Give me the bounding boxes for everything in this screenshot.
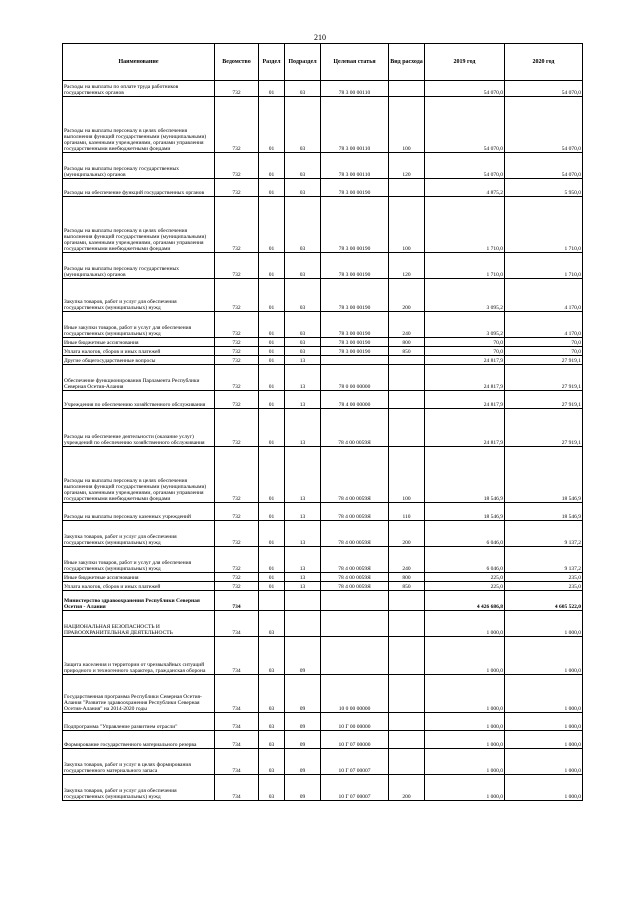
cell-2019: 54 070,0: [425, 153, 505, 179]
cell-section: 01: [259, 573, 285, 582]
cell-2020: 70,0: [505, 347, 583, 356]
cell-dept: 732: [215, 81, 259, 97]
cell-target: 78 4 00 0059Я: [321, 447, 389, 503]
cell-target: 78 3 00 00190: [321, 312, 389, 338]
cell-2020: 70,0: [505, 338, 583, 347]
cell-name: Другие общегосударственные вопросы: [63, 356, 215, 365]
cell-name: Иные закупки товаров, работ и услуг для обеспечения государственных (муниципальных) нужд: [63, 312, 215, 338]
cell-2019: 70,0: [425, 338, 505, 347]
cell-section: 01: [259, 338, 285, 347]
table-row: [63, 179, 583, 197]
cell-name: Уплата налогов, сборов и иных платежей: [63, 347, 215, 356]
cell-name: Закупка товаров, работ и услуг в целях формирования государственного материального запаса: [63, 749, 215, 775]
cell-subsection: 09: [285, 675, 321, 713]
cell-target: [321, 611, 389, 637]
cell-2019: 54 070,0: [425, 97, 505, 153]
cell-subsection: 09: [285, 775, 321, 801]
cell-subsection: 13: [285, 409, 321, 447]
cell-section: 03: [259, 611, 285, 637]
cell-name: Расходы на выплаты персоналу казенных учреждений: [63, 503, 215, 521]
cell-subsection: 13: [285, 365, 321, 391]
cell-2019: 4 426 686,8: [425, 591, 505, 611]
cell-name: Закупка товаров, работ и услуг для обеспечения государственных (муниципальных) нужд: [63, 279, 215, 312]
cell-2020: 1 000,0: [505, 611, 583, 637]
cell-2019: 24 817,9: [425, 391, 505, 409]
cell-kind: 200: [389, 775, 425, 801]
cell-kind: 240: [389, 312, 425, 338]
cell-target: 78 3 00 00190: [321, 279, 389, 312]
cell-2019: 24 817,9: [425, 409, 505, 447]
cell-2020: 27 919,1: [505, 356, 583, 365]
table-row: [63, 356, 583, 365]
cell-2020: 4 170,0: [505, 279, 583, 312]
cell-section: 03: [259, 713, 285, 731]
cell-kind: 850: [389, 582, 425, 591]
cell-section: [259, 591, 285, 611]
cell-target: [321, 591, 389, 611]
cell-2020: 4 170,0: [505, 312, 583, 338]
cell-name: Министерство здравоохранения Республики Северная Осетия - Алания: [63, 591, 215, 611]
cell-2019: 18 546,9: [425, 503, 505, 521]
cell-subsection: 03: [285, 253, 321, 279]
cell-2020: 235,0: [505, 582, 583, 591]
cell-target: 78 4 00 0059Я: [321, 573, 389, 582]
cell-dept: 734: [215, 713, 259, 731]
cell-target: 10 Г 07 00000: [321, 731, 389, 749]
cell-name: Обеспечение функционирования Парламента Республики Северная Осетия-Алания: [63, 365, 215, 391]
cell-subsection: 03: [285, 97, 321, 153]
cell-2020: 1 710,0: [505, 253, 583, 279]
cell-section: 01: [259, 409, 285, 447]
table-row: [63, 749, 583, 775]
cell-name: Учреждения по обеспечению хозяйственного обслуживания: [63, 391, 215, 409]
cell-kind: [389, 591, 425, 611]
cell-subsection: 09: [285, 637, 321, 675]
cell-dept: 732: [215, 279, 259, 312]
cell-name: Государственная программа Республики Северная Осетия-Алания "Развитие здравоохранения Республики Северная Осетия-Алания" на 2014-2020 годы: [63, 675, 215, 713]
cell-dept: 732: [215, 197, 259, 253]
cell-target: 78 4 00 0059Я: [321, 582, 389, 591]
cell-subsection: 13: [285, 547, 321, 573]
col-header-subsection: Подраздел: [285, 44, 321, 81]
cell-target: 78 3 00 00110: [321, 97, 389, 153]
cell-dept: 732: [215, 179, 259, 197]
cell-section: 01: [259, 503, 285, 521]
cell-target: 78 4 00 0059Я: [321, 409, 389, 447]
cell-name: Расходы на обеспечение деятельности (оказание услуг) учреждений по обеспечению хозяйственного обслуживания: [63, 409, 215, 447]
cell-2020: 1 000,0: [505, 731, 583, 749]
cell-subsection: 13: [285, 356, 321, 365]
cell-kind: [389, 713, 425, 731]
cell-target: 78 3 00 00190: [321, 347, 389, 356]
cell-subsection: 03: [285, 197, 321, 253]
cell-name: Расходы на выплаты персоналу государственных (муниципальных) органов: [63, 153, 215, 179]
cell-name: Защита населения и территории от чрезвычайных ситуаций природного и техногенного характера, гражданская оборона: [63, 637, 215, 675]
cell-2020: 54 070,0: [505, 153, 583, 179]
cell-name: Расходы на выплаты персоналу в целях обеспечения выполнения функций государственными (муниципальными) органами, казенными учреждениями, органами управления государственными внебюджетными фондами: [63, 97, 215, 153]
cell-2020: 1 710,0: [505, 197, 583, 253]
table-row: [63, 713, 583, 731]
cell-section: 01: [259, 582, 285, 591]
cell-target: 78 3 00 00190: [321, 179, 389, 197]
cell-name: Расходы на выплаты по оплате труда работников государственных органов: [63, 81, 215, 97]
cell-section: 03: [259, 637, 285, 675]
cell-target: 78 3 00 00110: [321, 153, 389, 179]
cell-name: Расходы на обеспечение функций государственных органов: [63, 179, 215, 197]
cell-dept: 732: [215, 391, 259, 409]
cell-dept: 732: [215, 97, 259, 153]
cell-section: 01: [259, 81, 285, 97]
cell-2019: 1 000,0: [425, 749, 505, 775]
cell-dept: 732: [215, 312, 259, 338]
cell-2019: 24 817,9: [425, 356, 505, 365]
cell-kind: 200: [389, 279, 425, 312]
table-row: [63, 197, 583, 253]
cell-subsection: 03: [285, 338, 321, 347]
cell-2019: 3 095,2: [425, 279, 505, 312]
cell-2019: 6 046,0: [425, 521, 505, 547]
cell-target: 78 0 00 00000: [321, 365, 389, 391]
cell-dept: 734: [215, 591, 259, 611]
page-number: 210: [314, 33, 326, 42]
cell-target: 78 3 00 00190: [321, 197, 389, 253]
cell-section: 01: [259, 447, 285, 503]
table-row: [63, 503, 583, 521]
cell-2019: 1 000,0: [425, 675, 505, 713]
col-header-target: Целевая статья: [321, 44, 389, 81]
cell-2020: 27 919,1: [505, 391, 583, 409]
cell-name: Подпрограмма "Управление развитием отрасли": [63, 713, 215, 731]
cell-section: 01: [259, 547, 285, 573]
cell-target: 78 3 00 00190: [321, 253, 389, 279]
cell-2020: 4 605 522,0: [505, 591, 583, 611]
table-row: [63, 347, 583, 356]
cell-2019: 54 070,0: [425, 81, 505, 97]
cell-2020: 1 000,0: [505, 713, 583, 731]
budget-table: [62, 43, 583, 801]
cell-name: Иные закупки товаров, работ и услуг для обеспечения государственных (муниципальных) нужд: [63, 547, 215, 573]
cell-dept: 734: [215, 611, 259, 637]
cell-target: 10 Г 07 00007: [321, 749, 389, 775]
cell-target: [321, 356, 389, 365]
cell-subsection: 09: [285, 713, 321, 731]
cell-kind: [389, 731, 425, 749]
cell-kind: 100: [389, 197, 425, 253]
cell-target: 10 Г 00 00000: [321, 713, 389, 731]
cell-section: 01: [259, 279, 285, 312]
cell-kind: 800: [389, 338, 425, 347]
cell-section: 01: [259, 153, 285, 179]
cell-2020: 54 070,0: [505, 81, 583, 97]
cell-dept: 732: [215, 409, 259, 447]
cell-2019: 18 546,9: [425, 447, 505, 503]
cell-dept: 734: [215, 731, 259, 749]
cell-dept: 732: [215, 253, 259, 279]
table-row: [63, 153, 583, 179]
table-row: [63, 97, 583, 153]
cell-dept: 734: [215, 637, 259, 675]
cell-name: Формирование государственного материального резерва: [63, 731, 215, 749]
cell-dept: 734: [215, 749, 259, 775]
cell-name: Расходы на выплаты персоналу в целях обеспечения выполнения функций государственными (муниципальными) органами, казенными учреждениями, органами управления государственными внебюджетными фондами: [63, 197, 215, 253]
table-row: [63, 312, 583, 338]
cell-name: НАЦИОНАЛЬНАЯ БЕЗОПАСНОСТЬ И ПРАВООХРАНИТЕЛЬНАЯ ДЕЯТЕЛЬНОСТЬ: [63, 611, 215, 637]
cell-name: Иные бюджетные ассигнования: [63, 573, 215, 582]
cell-kind: 120: [389, 253, 425, 279]
cell-name: Уплата налогов, сборов и иных платежей: [63, 582, 215, 591]
cell-section: 01: [259, 521, 285, 547]
cell-dept: 732: [215, 338, 259, 347]
cell-section: 01: [259, 312, 285, 338]
cell-kind: 110: [389, 503, 425, 521]
col-header-kind: Вид расхода: [389, 44, 425, 81]
cell-name: Закупка товаров, работ и услуг для обеспечения государственных (муниципальных) нужд: [63, 521, 215, 547]
cell-2019: 1 000,0: [425, 611, 505, 637]
cell-section: 01: [259, 356, 285, 365]
table-row: [63, 279, 583, 312]
col-header-dept: Ведомство: [215, 44, 259, 81]
table-row: [63, 573, 583, 582]
cell-dept: 732: [215, 573, 259, 582]
cell-2020: 1 000,0: [505, 775, 583, 801]
cell-dept: 732: [215, 365, 259, 391]
cell-2020: 18 546,9: [505, 503, 583, 521]
col-header-section: Раздел: [259, 44, 285, 81]
table-row: [63, 675, 583, 713]
col-header-2019: 2019 год: [425, 44, 505, 81]
cell-kind: 200: [389, 521, 425, 547]
cell-2019: 3 095,2: [425, 312, 505, 338]
cell-subsection: 13: [285, 503, 321, 521]
cell-subsection: 03: [285, 347, 321, 356]
cell-subsection: 09: [285, 731, 321, 749]
cell-2019: 225,0: [425, 573, 505, 582]
cell-subsection: [285, 611, 321, 637]
cell-dept: 732: [215, 347, 259, 356]
cell-subsection: 03: [285, 179, 321, 197]
cell-2019: 1 000,0: [425, 775, 505, 801]
cell-subsection: [285, 591, 321, 611]
cell-dept: 732: [215, 503, 259, 521]
table-row: [63, 365, 583, 391]
cell-2019: 1 000,0: [425, 713, 505, 731]
cell-subsection: 03: [285, 312, 321, 338]
table-row: [63, 521, 583, 547]
table-row: [63, 391, 583, 409]
cell-kind: 800: [389, 573, 425, 582]
cell-subsection: 03: [285, 153, 321, 179]
cell-kind: 100: [389, 97, 425, 153]
cell-dept: 732: [215, 447, 259, 503]
cell-subsection: 13: [285, 447, 321, 503]
cell-2020: 9 137,2: [505, 521, 583, 547]
cell-2019: 225,0: [425, 582, 505, 591]
cell-kind: 850: [389, 347, 425, 356]
cell-2020: 1 000,0: [505, 675, 583, 713]
table-row: [63, 547, 583, 573]
cell-target: 10 0 00 00000: [321, 675, 389, 713]
cell-target: 10 Г 07 00007: [321, 775, 389, 801]
cell-2019: 70,0: [425, 347, 505, 356]
cell-kind: [389, 179, 425, 197]
table-row: [63, 775, 583, 801]
cell-target: [321, 637, 389, 675]
cell-name: Расходы на выплаты персоналу государственных (муниципальных) органов: [63, 253, 215, 279]
table-header: [63, 44, 583, 81]
cell-dept: 732: [215, 582, 259, 591]
cell-2019: 4 875,2: [425, 179, 505, 197]
col-header-name: Наименование: [63, 44, 215, 81]
cell-subsection: 13: [285, 521, 321, 547]
cell-subsection: 03: [285, 81, 321, 97]
cell-subsection: 09: [285, 749, 321, 775]
cell-kind: 120: [389, 153, 425, 179]
table-row: [63, 409, 583, 447]
cell-target: 78 4 00 0059Я: [321, 503, 389, 521]
cell-section: 01: [259, 253, 285, 279]
cell-2020: 54 070,0: [505, 97, 583, 153]
cell-2020: 5 950,0: [505, 179, 583, 197]
cell-kind: [389, 749, 425, 775]
cell-kind: [389, 365, 425, 391]
cell-target: 78 4 00 0059Я: [321, 521, 389, 547]
cell-2019: 1 710,0: [425, 253, 505, 279]
table-row: [63, 731, 583, 749]
cell-target: 78 4 00 0059Я: [321, 547, 389, 573]
table-row: [63, 582, 583, 591]
cell-target: 78 4 00 00000: [321, 391, 389, 409]
cell-subsection: 13: [285, 582, 321, 591]
cell-2019: 1 000,0: [425, 731, 505, 749]
cell-section: 03: [259, 775, 285, 801]
cell-dept: 734: [215, 675, 259, 713]
cell-kind: [389, 675, 425, 713]
cell-kind: [389, 356, 425, 365]
cell-2019: 24 817,9: [425, 365, 505, 391]
table-row: [63, 637, 583, 675]
cell-name: Расходы на выплаты персоналу в целях обеспечения выполнения функций государственными (муниципальными) органами, казенными учреждениями, органами управления государственными внебюджетными фондами: [63, 447, 215, 503]
cell-section: 01: [259, 391, 285, 409]
cell-2019: 1 710,0: [425, 197, 505, 253]
cell-section: 01: [259, 365, 285, 391]
cell-2019: 1 000,0: [425, 637, 505, 675]
cell-dept: 734: [215, 775, 259, 801]
cell-kind: [389, 391, 425, 409]
cell-subsection: 13: [285, 391, 321, 409]
table-row: [63, 611, 583, 637]
cell-2020: 18 546,9: [505, 447, 583, 503]
cell-2020: 9 137,2: [505, 547, 583, 573]
cell-2019: 6 046,0: [425, 547, 505, 573]
cell-section: 03: [259, 749, 285, 775]
cell-2020: 1 000,0: [505, 749, 583, 775]
cell-subsection: 03: [285, 279, 321, 312]
table-row: [63, 81, 583, 97]
table-row: [63, 338, 583, 347]
cell-section: 01: [259, 197, 285, 253]
cell-dept: 732: [215, 356, 259, 365]
cell-2020: 1 000,0: [505, 637, 583, 675]
cell-kind: [389, 637, 425, 675]
cell-2020: 235,0: [505, 573, 583, 582]
table-row: [63, 447, 583, 503]
cell-section: 01: [259, 347, 285, 356]
cell-kind: 240: [389, 547, 425, 573]
cell-section: 01: [259, 179, 285, 197]
col-header-2020: 2020 год: [505, 44, 583, 81]
cell-section: 01: [259, 97, 285, 153]
cell-name: Закупка товаров, работ и услуг для обеспечения государственных (муниципальных) нужд: [63, 775, 215, 801]
cell-dept: 732: [215, 547, 259, 573]
cell-kind: 100: [389, 447, 425, 503]
table-row: [63, 253, 583, 279]
table-row: [63, 591, 583, 611]
cell-section: 03: [259, 675, 285, 713]
cell-dept: 732: [215, 153, 259, 179]
cell-target: 78 3 00 00110: [321, 81, 389, 97]
cell-2020: 27 919,1: [505, 409, 583, 447]
cell-2020: 27 919,1: [505, 365, 583, 391]
cell-target: 78 3 00 00190: [321, 338, 389, 347]
cell-subsection: 13: [285, 573, 321, 582]
cell-kind: [389, 409, 425, 447]
cell-dept: 732: [215, 521, 259, 547]
cell-name: Иные бюджетные ассигнования: [63, 338, 215, 347]
cell-kind: [389, 611, 425, 637]
cell-kind: [389, 81, 425, 97]
cell-section: 03: [259, 731, 285, 749]
